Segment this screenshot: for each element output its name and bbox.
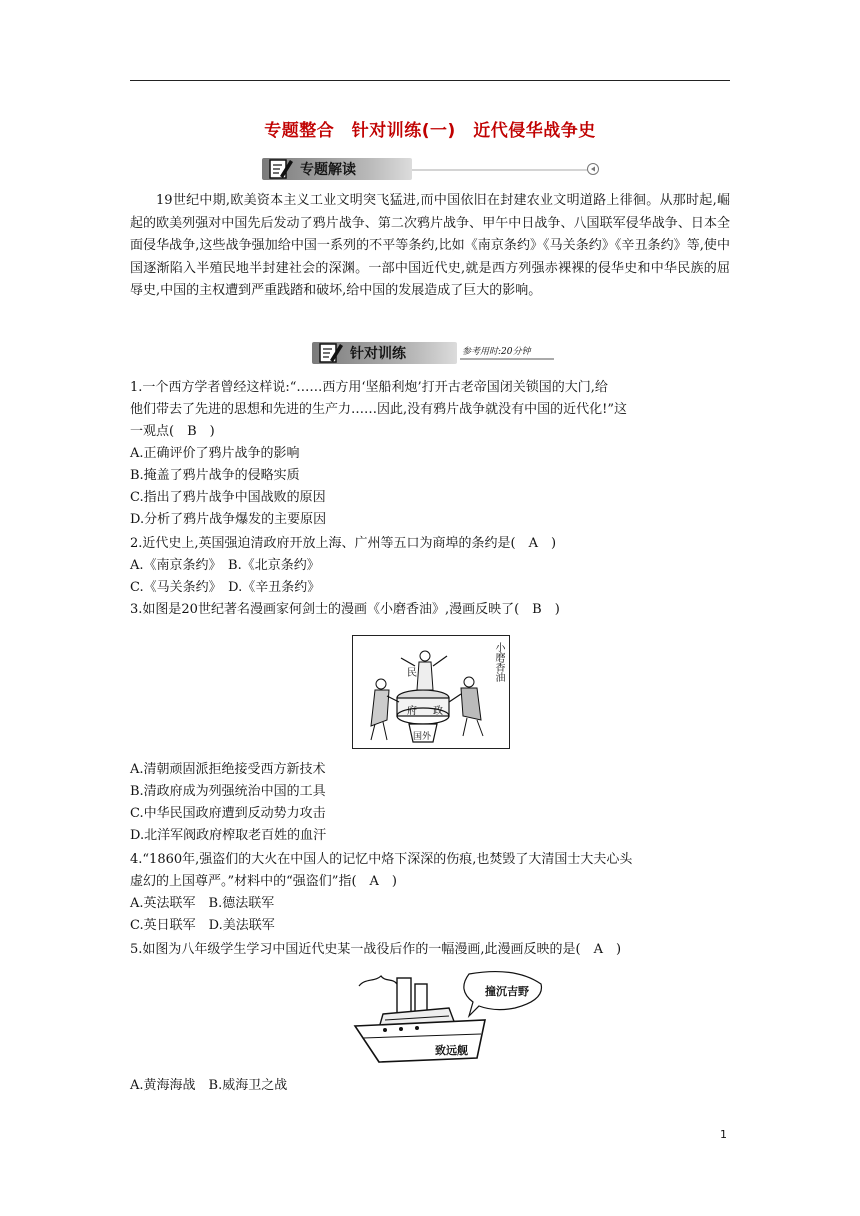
- section-banner-practice: [312, 340, 572, 366]
- question-line: 5.如图为八年级学生学习中国近代史某一战役后作的一幅漫画,此漫画反映的是( A ): [130, 942, 622, 957]
- speech-bubble-text: 撞沉吉野: [485, 985, 529, 998]
- question-line: 他们带去了先进的思想和先进的生产力……因此,没有鸦片战争就没有中国的近代化!”这: [130, 402, 628, 417]
- page-title: 专题整合 针对训练(一) 近代侵华战争史: [264, 121, 596, 141]
- option-line: A.清朝顽固派拒绝接受西方新技术: [130, 762, 326, 777]
- option-line: A.《南京条约》 B.《北京条约》: [130, 558, 320, 573]
- option-line: C.中华民国政府遭到反动势力攻击: [130, 806, 326, 821]
- banner-line: [412, 168, 602, 172]
- pencil-note-icon: [268, 156, 294, 182]
- time-note: 参考用时:20分钟: [462, 347, 531, 357]
- option-line: B.掩盖了鸦片战争的侵略实质: [130, 468, 300, 483]
- ship-name-label: 致远舰: [435, 1044, 468, 1057]
- section-label: 专题解读: [300, 162, 356, 178]
- option-line: D.北洋军阀政府榨取老百姓的血汗: [130, 828, 327, 843]
- question-line: 1.一个西方学者曾经这样说:“……西方用‘坚船利炮’打开古老帝国闭关锁国的大门,给: [130, 380, 608, 395]
- note-underline: [460, 357, 560, 361]
- question-line: 3.如图是20世纪著名漫画家何剑士的漫画《小磨香油》,漫画反映了( B ): [130, 602, 560, 617]
- option-line: A.英法联军 B.德法联军: [130, 896, 275, 911]
- section-banner-interpretation: [262, 156, 602, 182]
- cartoon-label-fu: 府: [407, 706, 417, 717]
- cartoon-sesame-oil: [352, 635, 510, 749]
- option-line: C.指出了鸦片战争中国战败的原因: [130, 490, 326, 505]
- option-line: A.正确评价了鸦片战争的影响: [130, 446, 300, 461]
- intro-text: 19世纪中期,欧美资本主义工业文明突飞猛进,而中国依旧在封建农业文明道路上徘徊。从那时起,崛起的欧美列强对中国先后发动了鸦片战争、第二次鸦片战争、甲午中日战争、八国联军侵华战争、日本全面侵华战争,这些战争强加给中国一系列的不平等条约,比如《南京条约》《马关条约》《辛丑条约》等,使中国逐渐陷入半殖民地半封建社会的深渊。一部中国近代史,就是西方列强赤裸裸的侵华史和中华民族的屈辱史,中国的主权遭到严重践踏和破坏,给中国的发展造成了巨大的影响。: [130, 193, 730, 298]
- arrow-circle-icon: [586, 162, 600, 176]
- option-line: C.《马关条约》 D.《辛丑条约》: [130, 580, 321, 595]
- option-line: B.清政府成为列强统治中国的工具: [130, 784, 326, 799]
- question-line: 2.近代史上,英国强迫清政府开放上海、广州等五口为商埠的条约是( A ): [130, 536, 557, 551]
- pencil-note-icon: [318, 340, 344, 366]
- cartoon-label-zheng: 政: [433, 706, 443, 717]
- cartoon-label-min: 民: [407, 668, 417, 679]
- cartoon-side-title: 小磨香油: [493, 642, 504, 682]
- option-line: C.英日联军 D.美法联军: [130, 918, 275, 933]
- question-line: 一观点( B ): [130, 424, 215, 439]
- option-line: D.分析了鸦片战争爆发的主要原因: [130, 512, 327, 527]
- header-rule: [130, 80, 730, 81]
- section-label: 针对训练: [350, 346, 406, 362]
- option-line: A.黄海海战 B.威海卫之战: [130, 1078, 288, 1093]
- intro-paragraph: [130, 190, 730, 303]
- cartoon-warship: [345, 968, 545, 1064]
- question-line: 4.“1860年,强盗们的大火在中国人的记忆中烙下深深的伤痕,也焚毁了大清国士大夫心头: [130, 852, 633, 867]
- page-number: 1: [720, 1128, 727, 1141]
- question-line: 虚幻的上国尊严。”材料中的“强盗们”指( A ): [130, 874, 397, 889]
- cartoon-label-foreign: 国外: [413, 732, 432, 742]
